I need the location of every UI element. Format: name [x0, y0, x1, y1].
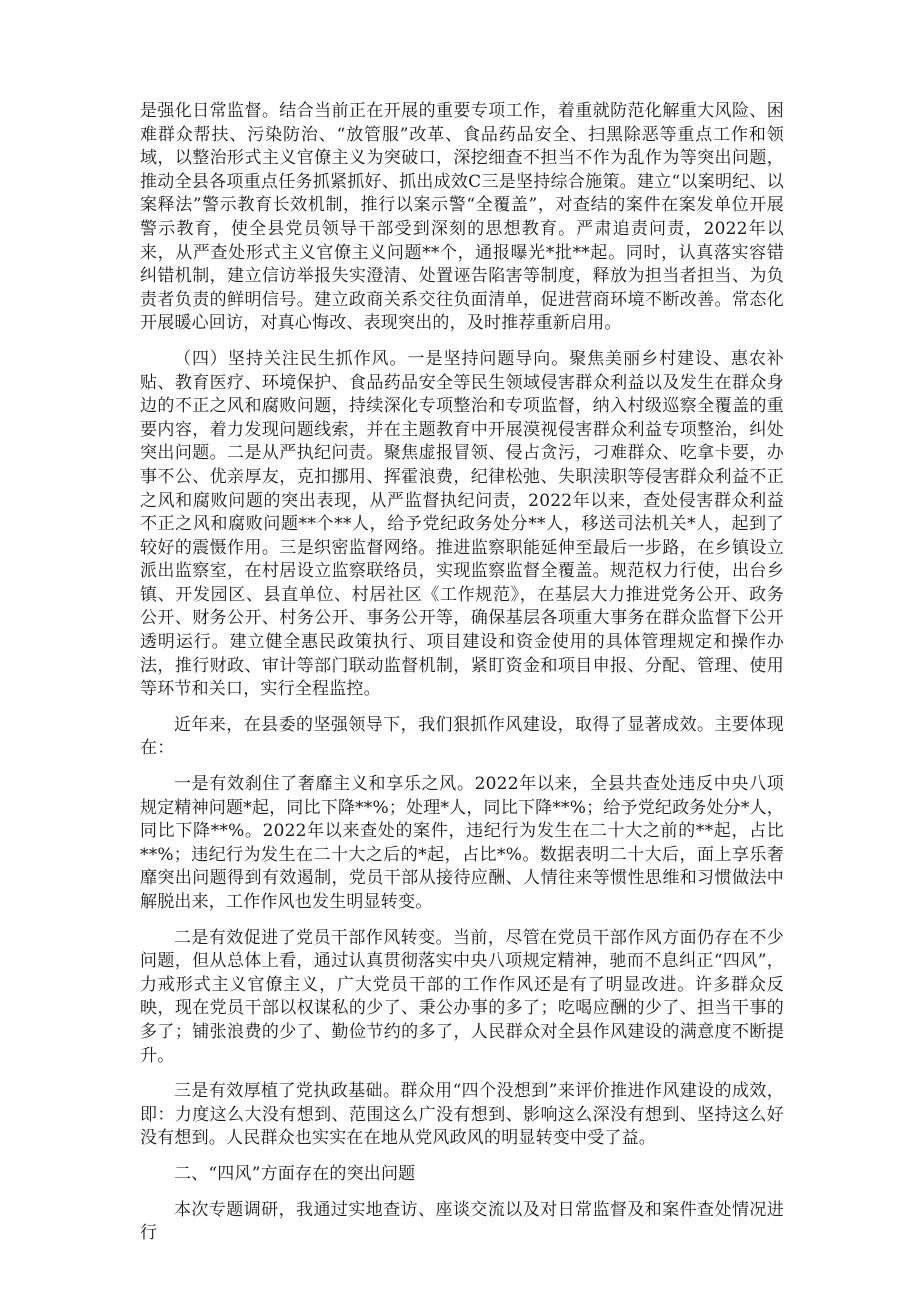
- paragraph-people-livelihood: （四）坚持关注民生抓作风。一是坚持问题导向。聚焦美丽乡村建设、惠农补贴、教育医疗、环境保护、食品药品安全等民生领域侵害群众利益以及发生在群众身边的不正之风和腐败问题，持续深化专项整治和专项监督，纳入村级巡察全覆盖的重要内容，着力发现问题线索，并在主题教育中开展漠视侵害群众利益专项整治，纠处突出问题。二是从严执纪问责。聚焦虚报冒领、侵占贪污，刁难群众、吃拿卡要，办事不公、优亲厚友，克扣挪用、挥霍浪费，纪律松弛、失职渎职等侵害群众利益不正之风和腐败问题的突出表现，从严监督执纪问责，2022年以来，查处侵害群众利益不正之风和腐败问题**个**人，给予党纪政务处分**人，移送司法机关*人，起到了较好的震慑作用。三是织密监督网络。推进监察职能延伸至最后一步路，在乡镇设立派出监察室，在村居设立监察联络员，实现监察监督全覆盖。规范权力行使，出台乡镇、开发园区、县直单位、村居社区《工作规范》，在基层大力推进党务公开、政务公开、财务公开、村务公开、事务公开等，确保基层各项重大事务在群众监督下公开透明运行。建立健全惠民政策执行、项目建设和资金使用的具体管理规定和操作办法，推行财政、审计等部门联动监督机制，紧盯资金和项目申报、分配、管理、使用等环节和关口，实行全程监控。: [140, 348, 784, 700]
- paragraph-achievements-intro: 近年来，在县委的坚强领导下，我们狠抓作风建设，取得了显著成效。主要体现在：: [140, 714, 784, 759]
- document-body: [140, 100, 784, 1246]
- paragraph-daily-supervision: 是强化日常监督。结合当前正在开展的重要专项工作，着重就防范化解重大风险、困难群众帮扶、污染防治、“放管服”改革、食品药品安全、扫黑除恶等重点工作和领域，以整治形式主义官僚主义为突破口，深挖细查不担当不作为乱作为等突出问题，推动全县各项重点任务抓紧抓好、抓出成效C三是坚持综合施策。建立“以案明纪、以案释法”警示教育长效机制，推行以案示警“全覆盖”，对查结的案件在案发单位开展警示教育，使全县党员领导干部受到深刻的思想教育。严肃追责问责，2022年以来，从严查处形式主义官僚主义问题**个，通报曝光*批**起。同时，认真落实容错纠错机制，建立信访举报失实澄清、处置诬告陷害等制度，释放为担当者担当、为负责者负责的鲜明信号。建立政商关系交往负面清单，促进营商环境不断改善。常态化开展暖心回访，对真心悔改、表现突出的，及时推荐重新启用。: [140, 101, 784, 334]
- paragraph-research-intro: 本次专题调研，我通过实地查访、座谈交流以及对日常监督及和案件查处情况进行: [140, 1199, 784, 1244]
- section-heading-problems: 二、“四风”方面存在的突出问题: [174, 1163, 416, 1184]
- paragraph-achievement-two: 二是有效促进了党员干部作风转变。当前，尽管在党员干部作风方面仍存在不少问题，但从总体上看，通过认真贯彻落实中央八项规定精神，驰而不息纠正“四风”，力戒形式主义官僚主义，广大党员干部的工作作风还是有了明显改进。许多群众反映，现在党员干部以权谋私的少了、秉公办事的多了；吃喝应酬的少了、担当干事的多了；铺张浪费的少了、勤俭节约的多了，人民群众对全县作风建设的满意度不断提升。: [140, 927, 784, 1066]
- paragraph-achievement-one: 一是有效刹住了奢靡主义和享乐之风。2022年以来，全县共查处违反中央八项规定精神问题*起，同比下降**%；处理*人，同比下降**%；给予党纪政务处分*人，同比下降**%。2022年以来查处的案件，违纪行为发生在二十大之前的**起，占比**%；违纪行为发生在二十大之后的*起，占比*%。数据表明二十大后，面上享乐奢靡突出问题得到有效遏制，党员干部从接待应酬、人情往来等惯性思维和习惯做法中解脱出来，工作作风也发生明显转变。: [140, 774, 785, 912]
- paragraph-achievement-three: 三是有效厚植了党执政基础。群众用“四个没想到”来评价推进作风建设的成效，即：力度这么大没有想到、范围这么广没有想到、影响这么深没有想到、坚持这么好没有想到。人民群众也实实在在地从党风政风的明显转变中受了益。: [140, 1081, 784, 1149]
